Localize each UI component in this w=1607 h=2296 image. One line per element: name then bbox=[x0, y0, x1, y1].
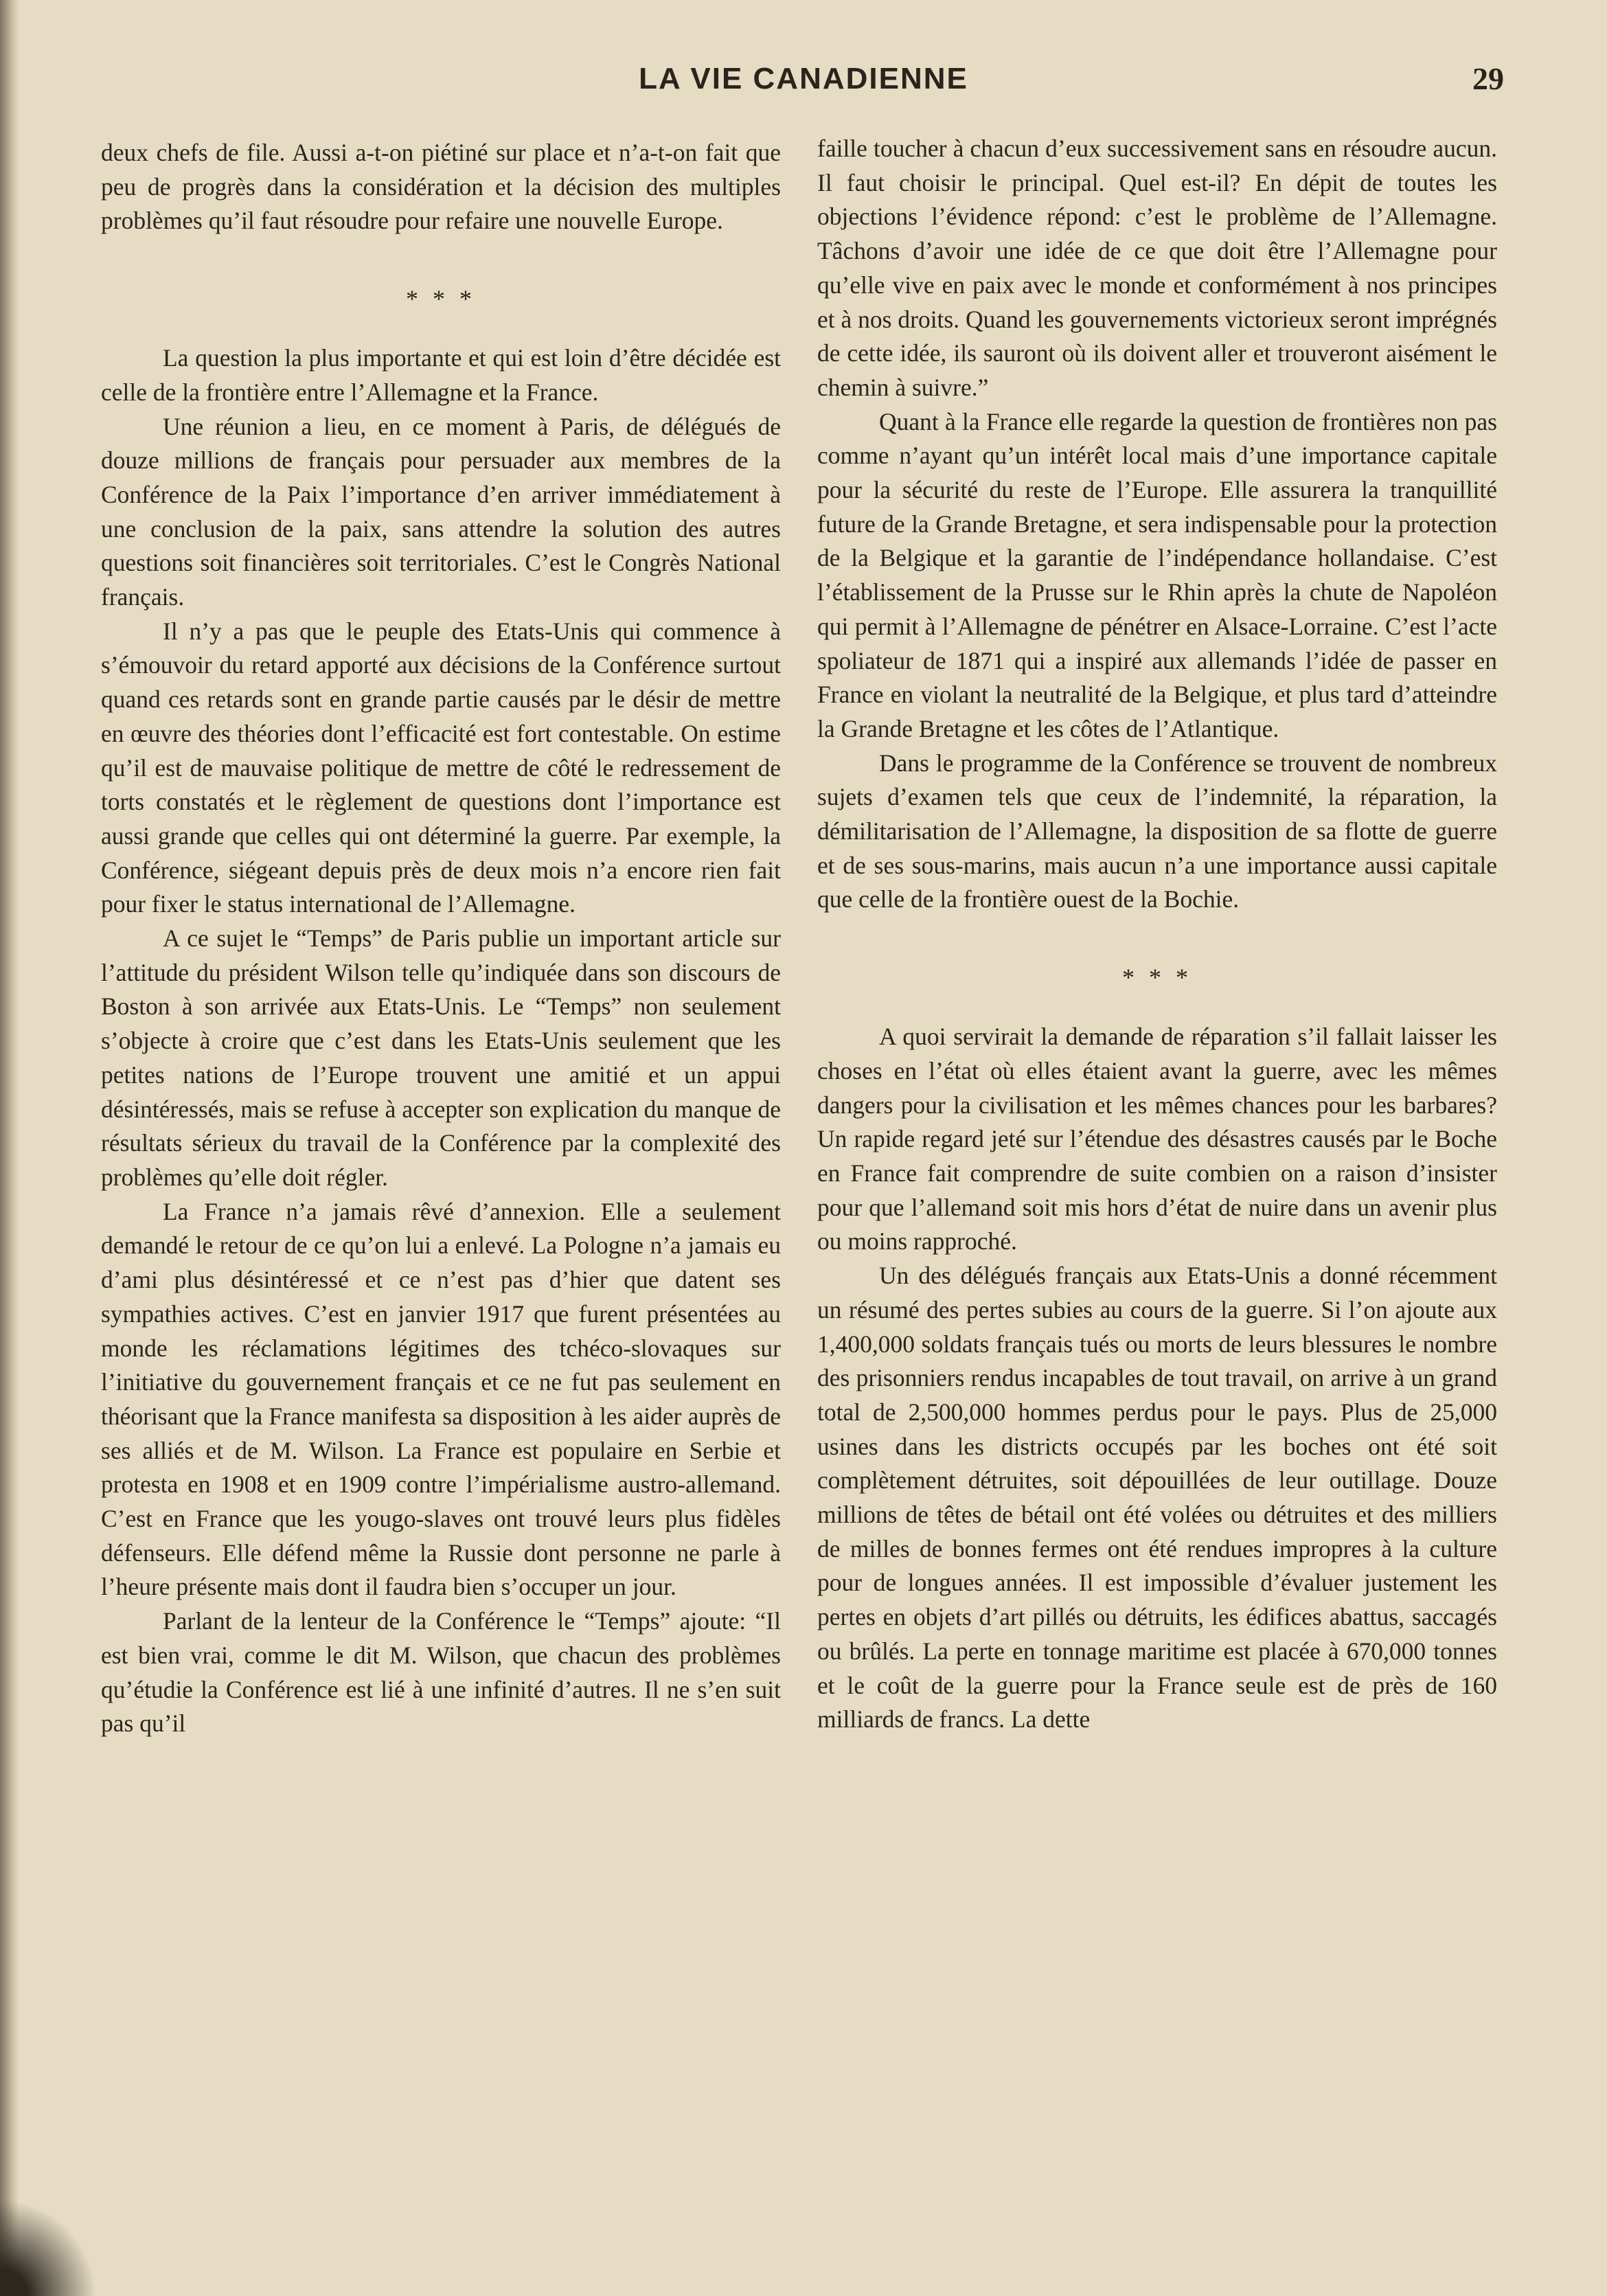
page-edge-shadow bbox=[0, 0, 19, 2296]
paragraph: A ce sujet le “Temps” de Paris publie un important article sur l’attitude du président Wilson telle qu’indiquée dans son discours de Boston à son arrivée aux Etats-Unis. Le “Temps” non seulement s’objecte à croire que c’est dans les Etats-Unis seulement que les petites nations de l’Europe trouvent une amitié et un appui désintéressés, mais se refuse à accepter son explication du manque de résultats sérieux du travail de la Conférence par la complexité des problèmes qu’elle doit régler. bbox=[101, 924, 781, 1191]
paragraph: Dans le programme de la Conférence se trouvent de nombreux sujets d’examen tels que ceux de l’indemnité, la réparation, la démilitarisation de l’Allemagne, la disposition de sa flotte de guerre et de ses sous-marins, mais aucun n’a une importance aussi capitale que celle de la frontière ouest de la Bochie. bbox=[817, 749, 1497, 913]
paragraph: La question la plus importante et qui est loin d’être décidée est celle de la frontière entre l’Allemagne et la France. bbox=[101, 344, 781, 406]
asterisks: * * * bbox=[1122, 964, 1192, 992]
right-column bbox=[817, 132, 1497, 2199]
section-divider-stars bbox=[817, 917, 1497, 1020]
paragraph: Un des délégués français aux Etats-Unis a donné récemment un résumé des pertes subies au cours de la guerre. Si l’on ajoute aux 1,400,000 soldats français tués ou morts de leurs blessures le nombre des prisonniers rendus incapables de tout travail, on arrive à un grand total de 2,500,000 hommes perdus pour le pays. Plus de 25,000 usines dans les districts occupés par les boches ont été soit complètement détruites, soit dépouillées de leur outillage. Douze millions de têtes de bétail ont été volées ou détruites et des milliers de milles de bonnes fermes ont été rendues impropres à la culture pour de longues années. Il est impossible d’évaluer justement les pertes en objets d’art pillés ou détruits, les édifices abattus, saccagés ou brûlés. La perte en tonnage maritime est placée à 670,000 tonnes et le coût de la guerre pour la France seule est de près de 160 milliards de francs. La dette bbox=[817, 1262, 1497, 1734]
section-divider-stars bbox=[101, 238, 781, 341]
paragraph: A quoi servirait la demande de réparation s’il fallait laisser les choses en l’état où elles étaient avant la guerre, avec les mêmes dangers pour la civilisation et les mêmes chances pour les barbares? Un rapide regard jeté sur l’étendue des désastres causés par le Boche en France fait comprendre de suite combien on a raison d’insister pour que l’allemand soit mis hors d’état de nuire dans un avenir plus ou moins rapproché. bbox=[817, 1023, 1497, 1255]
paragraph: Il n’y a pas que le peuple des Etats-Unis qui commence à s’émouvoir du retard apporté aux décisions de la Conférence surtout quand ces retards sont en grande partie causés par le désir de mettre en œuvre des théories dont l’efficacité est fort contestable. On estime qu’il est de mauvaise politique de mettre de côté le redressement de torts constatés et le règlement de questions dont l’importance est aussi grande que celles qui ont déterminé la guerre. Par exemple, la Conférence, siégeant depuis près de deux mois n’a encore rien fait pour fixer le status international de l’Allemagne. bbox=[101, 617, 781, 918]
paragraph: Parlant de la lenteur de la Conférence le “Temps” ajoute: “Il est bien vrai, comme le dit M. Wilson, que chacun des problèmes qu’étudie la Conférence est lié à une infinité d’autres. Il ne s’en suit pas qu’il bbox=[101, 1607, 781, 1738]
paragraph: Une réunion a lieu, en ce moment à Paris, de délégués de douze millions de français pour persuader aux membres de la Conférence de la Paix l’importance d’en arriver immédiatement à une conclusion de la paix, sans attendre la solution des autres questions soit financières soit territoriales. C’est le Congrès National français. bbox=[101, 412, 781, 611]
page-corner-shadow bbox=[0, 2193, 103, 2296]
paragraph: La France n’a jamais rêvé d’annexion. Elle a seulement demandé le retour de ce qu’on lui a enlevé. La Pologne n’a jamais eu d’ami plus désintéressé et ce n’est pas d’hier que datent ses sympathies actives. C’est en janvier 1917 que furent présentées au monde les réclamations légitimes des tchéco-slovaques sur l’initiative du gouvernement français et ce ne fut pas seulement en théorisant que la France manifesta sa disposition à les aider auprès de ses alliés et de M. Wilson. La France est populaire en Serbie et protesta en 1908 et en 1909 contre l’impérialisme austro-allemand. C’est en France que les yougo-slaves ont trouvé leurs plus fidèles défenseurs. Elle défend même la Russie dont personne ne parle à l’heure présente mais dont il faudra bien s’occuper un jour. bbox=[101, 1197, 781, 1601]
running-head-title: LA VIE CANADIENNE bbox=[639, 62, 968, 95]
left-column bbox=[101, 136, 781, 2203]
paragraph: deux chefs de file. Aussi a-t-on piétiné sur place et n’a-t-on fait que peu de progrès dans la considération et la décision des multiples problèmes qu’il faut résoudre pour refaire une nouvelle Europe. bbox=[101, 139, 781, 235]
asterisks: * * * bbox=[406, 285, 476, 313]
page-number: 29 bbox=[1472, 61, 1504, 96]
paragraph: Quant à la France elle regarde la question de frontières non pas comme n’ayant qu’un intérêt local mais d’une importance capitale pour la sécurité du reste de l’Europe. Elle assurera la tranquillité future de la Grande Bretagne, et sera indispensable pour la protection de la Belgique et la garantie de l’indépendance hollandaise. C’est l’établissement de la Prusse sur le Rhin après la chute de Napoléon qui permit à l’Allemagne de pénétrer en Alsace-Lorraine. C’est l’acte spoliateur de 1871 qui a inspiré aux allemands l’idée de passer en France en violant la neutralité de la Belgique, et plus tard d’atteindre la Grande Bretagne et les côtes de l’Atlantique. bbox=[817, 407, 1497, 742]
paragraph: faille toucher à chacun d’eux successivement sans en résoudre aucun. Il faut choisir le principal. Quel est-il? En dépit de toutes les objections l’évidence répond: c’est le problème de l’Allemagne. Tâchons d’avoir une idée de ce que doit être l’Allemagne pour qu’elle vive en paix avec le monde et conformément à nos principes et à nos droits. Quand les gouvernements victorieux seront imprégnés de cette idée, ils sauront où ils doivent aller et trouveront aisément le chemin à suivre.” bbox=[817, 135, 1497, 401]
